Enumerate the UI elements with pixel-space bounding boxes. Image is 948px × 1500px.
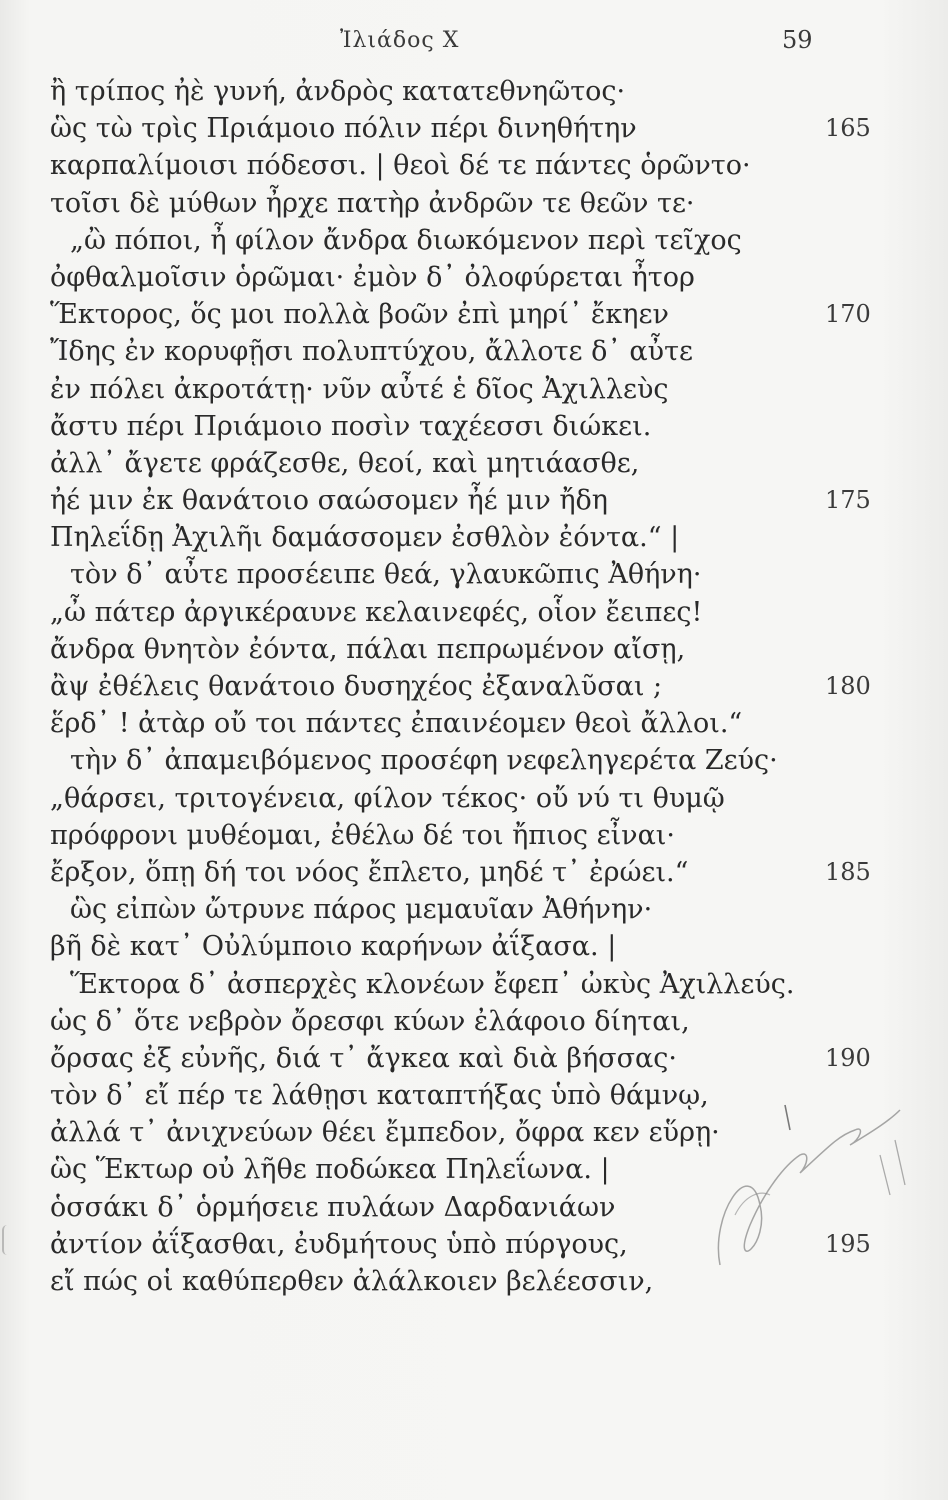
verse-line bbox=[50, 259, 820, 296]
verse-line bbox=[50, 631, 820, 668]
line-number: 175 bbox=[825, 486, 871, 515]
verse-line bbox=[50, 742, 820, 779]
line-number: 180 bbox=[825, 672, 871, 700]
verse-line bbox=[50, 1040, 871, 1077]
verse-line bbox=[50, 1151, 820, 1188]
verse-text: Ἕκτορα δ᾽ ἀσπερχὲς κλονέων ἔφεπ᾽ ὠκὺς Ἀχιλλεύς. bbox=[70, 968, 795, 1000]
verse-line bbox=[50, 705, 820, 742]
verse-line bbox=[50, 966, 820, 1003]
verse-text: Ἕκτορος, ὅς μοι πολλὰ βοῶν ἐπὶ μηρί᾽ ἔκηεν bbox=[50, 299, 669, 331]
verse-text: „ὦ πάτερ ἀργικέραυνε κελαινεφές, οἷον ἔειπες! bbox=[50, 596, 703, 628]
verse-text: ἀλλ᾽ ἄγετε φράζεσθε, θεοί, καὶ μητιάασθε, bbox=[50, 447, 640, 479]
verse-line bbox=[50, 222, 820, 259]
verse-line bbox=[50, 1114, 820, 1151]
verse-line bbox=[50, 185, 820, 222]
verse-text: τὸν δ᾽ εἴ πέρ τε λάθῃσι καταπτήξας ὑπὸ θάμνῳ, bbox=[50, 1080, 709, 1112]
verse-text: ὣς Ἕκτωρ οὐ λῆθε ποδώκεα Πηλεΐωνα. | bbox=[50, 1154, 610, 1186]
line-number: 195 bbox=[825, 1229, 871, 1258]
verse-text: ὣς εἰπὼν ὤτρυνε πάρος μεμαυῖαν Ἀθήνην· bbox=[70, 894, 653, 926]
verse-line bbox=[50, 594, 820, 631]
page-number: 59 bbox=[782, 26, 813, 54]
verse-text: τοῖσι δὲ μύθων ἦρχε πατὴρ ἀνδρῶν τε θεῶν τε· bbox=[50, 187, 695, 219]
verse-line bbox=[50, 817, 820, 854]
verse-line bbox=[50, 519, 820, 556]
verse-text: ἀλλά τ᾽ ἀνιχνεύων θέει ἔμπεδον, ὄφρα κεν εὕρῃ· bbox=[50, 1117, 720, 1149]
verse-line bbox=[50, 445, 820, 482]
line-number: 190 bbox=[825, 1043, 871, 1072]
verse-line bbox=[50, 110, 871, 147]
verse-text: πρόφρονι μυθέομαι, ἐθέλω δέ τοι ἤπιος εἶναι· bbox=[50, 819, 675, 851]
verse-line bbox=[50, 891, 820, 928]
line-number: 185 bbox=[825, 857, 871, 886]
verse-text: ἢ τρίπος ἠὲ γυνή, ἀνδρὸς κατατεθνηῶτος· bbox=[50, 76, 626, 107]
verse-text: ἐν πόλει ἀκροτάτῃ· νῦν αὖτέ ἑ δῖος Ἀχιλλεὺς bbox=[50, 373, 669, 405]
verse-text: „ὢ πόποι, ἦ φίλον ἄνδρα διωκόμενον περὶ τεῖχος bbox=[70, 224, 742, 256]
verse-text: ἄστυ πέρι Πριάμοιο ποσὶν ταχέεσσι διώκει. bbox=[50, 410, 652, 442]
margin-mark bbox=[2, 1225, 12, 1255]
verse-line bbox=[50, 556, 820, 593]
verse-line bbox=[50, 408, 820, 445]
verse-text: ὄρσας ἐξ εὐνῆς, διά τ᾽ ἄγκεα καὶ διὰ βήσσας· bbox=[50, 1042, 677, 1074]
line-number: 170 bbox=[825, 300, 871, 329]
verse-line bbox=[50, 1226, 871, 1263]
verse-line bbox=[50, 668, 871, 705]
verse-text: ἠέ μιν ἐκ θανάτοιο σαώσομεν ἦέ μιν ἤδη bbox=[50, 485, 608, 517]
verse-text: βῆ δὲ κατ᾽ Οὐλύμποιο καρήνων ἀΐξασα. | bbox=[50, 931, 617, 963]
verse-text: καρπαλίμοισι πόδεσσι. | θεοὶ δέ τε πάντες ὁρῶντο· bbox=[50, 150, 751, 182]
verse-text: Πηλεΐδῃ Ἀχιλῆι δαμάσσομεν ἐσθλὸν ἐόντα.“ | bbox=[50, 522, 680, 554]
verse-text: τὴν δ᾽ ἀπαμειβόμενος προσέφη νεφεληγερέτα Ζεύς· bbox=[70, 745, 778, 777]
verse-line bbox=[50, 482, 871, 519]
verse-text: ἔρξον, ὅπῃ δή τοι νόος ἔπλετο, μηδέ τ᾽ ἐρώει.“ bbox=[50, 856, 689, 888]
verse-line bbox=[50, 296, 871, 333]
verse-text: ὁσσάκι δ᾽ ὁρμήσειε πυλάων Δαρδανιάων bbox=[50, 1191, 616, 1223]
verse-line bbox=[50, 73, 820, 110]
verse-line bbox=[50, 1003, 820, 1040]
running-head: Ἰλιάδος Χ bbox=[340, 28, 460, 53]
verse-text-block bbox=[50, 73, 871, 1300]
verse-text: ἄνδρα θνητὸν ἐόντα, πάλαι πεπρωμένον αἴσῃ, bbox=[50, 633, 686, 665]
verse-line bbox=[50, 1263, 820, 1300]
verse-line bbox=[50, 780, 820, 817]
line-number: 165 bbox=[825, 114, 871, 143]
verse-text: „θάρσει, τριτογένεια, φίλον τέκος· οὔ νύ τι θυμῷ bbox=[50, 782, 725, 814]
verse-line bbox=[50, 1077, 820, 1114]
verse-line bbox=[50, 371, 820, 408]
verse-line bbox=[50, 854, 871, 891]
verse-text: ἕρδ᾽ ! ἀτὰρ οὔ τοι πάντες ἐπαινέομεν θεοὶ ἄλλοι.“ bbox=[50, 708, 743, 740]
verse-text: ὀφθαλμοῖσιν ὁρῶμαι· ἐμὸν δ᾽ ὀλοφύρεται ἦτορ bbox=[50, 261, 695, 293]
verse-line bbox=[50, 333, 820, 370]
verse-text: ὣς τὼ τρὶς Πριάμοιο πόλιν πέρι δινηθήτην bbox=[50, 113, 637, 145]
verse-text: ἂψ ἐθέλεις θανάτοιο δυσηχέος ἐξαναλῦσαι ; bbox=[50, 671, 663, 702]
verse-text: τὸν δ᾽ αὖτε προσέειπε θεά, γλαυκῶπις Ἀθήνη· bbox=[70, 559, 702, 591]
verse-line bbox=[50, 1189, 820, 1226]
verse-text: εἴ πώς οἱ καθύπερθεν ἀλάλκοιεν βελέεσσιν, bbox=[50, 1266, 654, 1297]
verse-line bbox=[50, 147, 820, 184]
verse-text: ὡς δ᾽ ὅτε νεβρὸν ὄρεσφι κύων ἐλάφοιο δίηται, bbox=[50, 1005, 690, 1037]
verse-text: ἀντίον ἀΐξασθαι, ἐυδμήτους ὑπὸ πύργους, bbox=[50, 1228, 628, 1260]
verse-line bbox=[50, 928, 820, 965]
verse-text: Ἴδης ἐν κορυφῇσι πολυπτύχου, ἄλλοτε δ᾽ αὖτε bbox=[50, 336, 694, 368]
